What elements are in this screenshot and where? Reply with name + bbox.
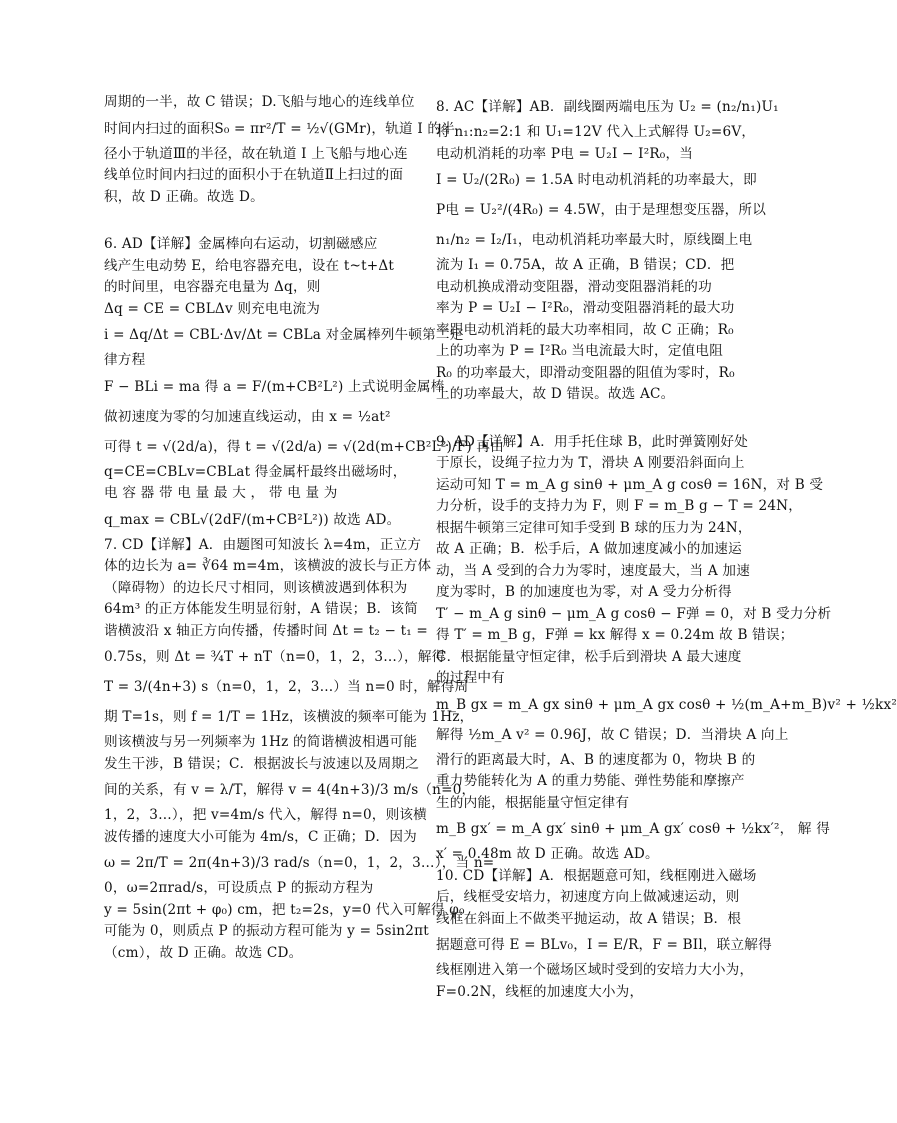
paragraph-gap [436,406,732,432]
text-line: 动，当 A 受到的合力为零时，速度最大，当 A 加速 [436,562,750,579]
text-line: 解得 ½m_A v² = 0.96J，故 C 错误；D．当滑块 A 向上 [436,726,789,743]
text-line: F=0.2N，线框的加速度大小为， [436,983,644,1000]
text-line: 率为 P = U₂I − I²R₀，滑动变阻器消耗的最大功 [436,300,735,316]
text-line: 据题意可得 E = BLv₀，I = E/R，F = BIl，联立解得 [436,937,772,953]
text-line: m_B gx′ = m_A gx′ sinθ + μm_A gx′ cosθ + ½kx′²， 解 得 [436,821,831,837]
text-line: 滑行的距离最大时，A、B 的速度都为 0，物块 B 的 [436,751,756,768]
text-line: 发生干涉，B 错误；C．根据波长与波速以及周期之 [104,755,419,772]
text-line: 电动机换成滑动变阻器，滑动变阻器消耗的功 [436,278,712,295]
text-line: 根据牛顿第三定律可知手受到 B 球的压力为 24N， [436,519,752,536]
text-line: 电动机消耗的功率 P电 = U₂I − I²R₀，当 [436,145,694,162]
text-line: q=CE=CBLv=CBLat 得金属杆最终出磁场时， [104,463,407,480]
text-line: 线框在斜面上不做类平抛运动，故 A 错误；B．根 [436,910,742,927]
text-line: 积，故 D 正确。故选 D。 [104,188,264,205]
text-line: 可得 t = √(2d/a)，得 t = √(2d/a) = √(2d(m+CB²L²)/F) 再由 [104,438,504,455]
text-line: C．根据能量守恒定律，松手后到滑块 A 最大速度 [436,648,742,665]
text-line: 0.75s，则 Δt = ¾T + nT（n=0，1，2，3…），解得 [104,649,446,665]
text-line: 径小于轨道Ⅲ的半径，故在轨道 I 上飞船与地心连 [104,145,408,162]
text-line: R₀ 的功率最大，即滑动变阻器的阻值为零时，R₀ [436,364,735,381]
answer-heading-line: 10. CD【详解】A．根据题意可知，线框刚进入磁场 [436,867,757,884]
text-line: 体的边长为 a= ∛64 m=4m，该横波的波长与正方体 [104,558,432,574]
text-line: 故 A 正确；B．松手后，A 做加速度减小的加速运 [436,541,742,557]
text-line: （cm），故 D 正确。故选 CD。 [104,944,303,961]
text-line: x′ = 0.48m 故 D 正确。故选 AD。 [436,846,659,862]
answer-heading-line: 9. AD【详解】A．用手托住球 B，此时弹簧刚好处 [436,433,749,450]
text-line: 周期的一半，故 C 错误；D.飞船与地心的连线单位 [104,94,415,110]
text-line: n₁/n₂ = I₂/I₁，电动机消耗功率最大时，原线圈上电 [436,232,753,248]
text-line: 间的关系，有 v = λ/T，解得 v = 4(4n+3)/3 m/s（n=0， [104,782,476,798]
text-line: i = Δq/Δt = CBL·Δv/Δt = CBLa 对金属棒列牛顿第二定 [104,327,464,343]
text-line: 后，线框受安培力，初速度方向上做减速运动，则 [436,889,740,905]
text-line: 则该横波与另一列频率为 1Hz 的简谐横波相遇可能 [104,734,418,750]
answer-heading-line: 6. AD【详解】金属棒向右运动，切割磁感应 [104,236,378,252]
text-line: 1，2，3…），把 v=4m/s 代入，解得 n=0，则该横 [104,807,427,823]
text-line: 将 n₁:n₂=2:1 和 U₁=12V 代入上式解得 U₂=6V， [436,124,756,140]
text-line: P电 = U₂²/(4R₀) = 4.5W，由于是理想变压器，所以 [436,202,766,218]
text-line: Δq = CE = CBLΔv 则充电电流为 [104,300,321,317]
text-line: 可能为 0，则质点 P 的振动方程可能为 y = 5sin2πt [104,923,429,939]
text-line: F − BLi = ma 得 a = F/(m+CB²L²) 上式说明金属棒 [104,378,445,395]
text-line: T = 3/(4n+3) s（n=0，1，2，3…）当 n=0 时，解得周 [104,679,469,695]
text-line: q_max = CBL√(2dF/(m+CB²L²)) 故选 AD。 [104,511,401,528]
text-line: 线框刚进入第一个磁场区域时受到的安培力大小为， [436,962,754,978]
text-line: T′ − m_A g sinθ − μm_A g cosθ − F弹 = 0，对 B 受力分析 [436,605,832,622]
text-line: 谐横波沿 x 轴正方向传播，传播时间 Δt = t₂ − t₁ = [104,622,429,639]
answer-heading-line: 7. CD【详解】A．由题图可知波长 λ=4m，正立方 [104,536,422,553]
paragraph-gap [104,208,400,234]
text-line: m_B gx = m_A gx sinθ + μm_A gx cosθ + ½(m_A+m_B)v² + ½kx² [436,696,897,713]
text-line: 的时间里，电容器充电量为 Δq，则 [104,279,321,295]
right-column [436,92,897,1003]
text-line: 运动可知 T = m_A g sinθ + μm_A g cosθ = 16N，对 B 受 [436,476,824,493]
text-line: 上的功率为 P = I²R₀ 当电流最大时，定值电阻 [436,343,724,359]
text-line: y = 5sin(2πt + φ₀) cm，把 t₂=2s，y=0 代入可解得 φ₀ [104,901,465,918]
text-line: 电 容 器 带 电 量 最 大 ， 带 电 量 为 [104,485,338,501]
text-line: 做初速度为零的匀加速直线运动，由 x = ½at² [104,408,391,425]
text-line: 期 T=1s，则 f = 1/T = 1Hz，该横波的频率可能为 1Hz， [104,709,474,725]
text-line: 流为 I₁ = 0.75A，故 A 正确，B 错误；CD．把 [436,257,735,273]
text-line: 64m³ 的正方体能发生明显衍射，A 错误；B．该简 [104,601,418,617]
text-line: 于原长，设绳子拉力为 T，滑块 A 刚要沿斜面向上 [436,455,745,471]
text-line: （障碍物）的边长尺寸相同，则该横波遇到体积为 [104,579,408,596]
text-line: 的过程中有 [436,670,505,686]
text-line: 得 T′ = m_B g，F弹 = kx 解得 x = 0.24m 故 B 错误； [436,627,794,643]
text-line: 律方程 [104,352,146,368]
answer-heading-line: 8. AC【详解】AB．副线圈两端电压为 U₂ = (n₂/n₁)U₁ [436,99,779,115]
text-line: 0，ω=2πrad/s，可设质点 P 的振动方程为 [104,880,374,896]
text-line: 线产生电动势 E，给电容器充电，设在 t~t+Δt [104,257,395,274]
text-line: 力分析，设手的支持力为 F，则 F = m_B g − T = 24N， [436,498,803,514]
text-line: 波传播的速度大小可能为 4m/s，C 正确；D．因为 [104,828,417,845]
text-line: 重力势能转化为 A 的重力势能、弹性势能和摩擦产 [436,773,745,789]
text-line: 生的内能，根据能量守恒定律有 [436,794,630,811]
text-line: 上的功率最大，故 D 错误。故选 AC。 [436,386,675,402]
text-line: I = U₂/(2R₀) = 1.5A 时电动机消耗的功率最大，即 [436,172,757,188]
text-line: 线单位时间内扫过的面积小于在轨道Ⅱ上扫过的面 [104,167,404,183]
text-line: 时间内扫过的面积S₀ = πr²/T = ½√(GMr)，轨道 I 的半 [104,120,456,137]
text-line: 率跟电动机消耗的最大功率相同，故 C 正确；R₀ [436,321,734,338]
text-line: ω = 2π/T = 2π(4n+3)/3 rad/s（n=0，1，2，3…），当 n= [104,855,495,871]
text-line: 度为零时，B 的加速度也为零，对 A 受力分析得 [436,584,732,600]
